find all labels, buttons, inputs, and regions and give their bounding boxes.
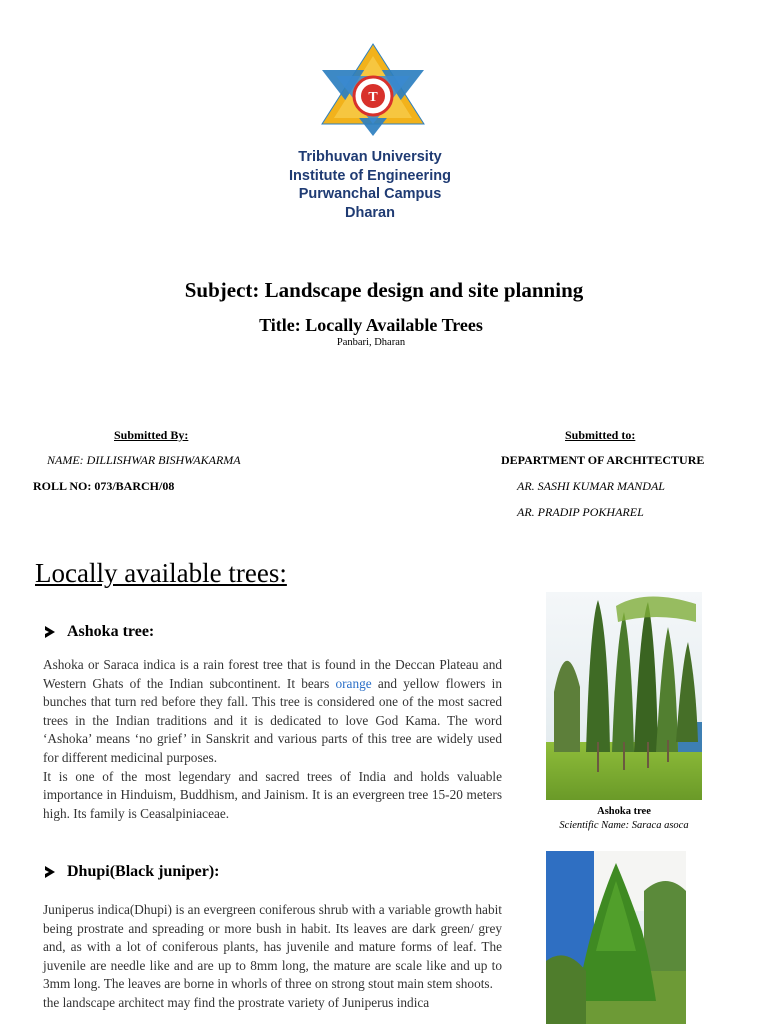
tree-description	[43, 656, 502, 823]
tree-description	[43, 901, 502, 1013]
tree-photo-image	[546, 851, 686, 1024]
ashoka-tree-photo	[546, 592, 702, 800]
paragraph-text: Ashoka or Saraca indica is a rain forest tree that is found in the Deccan Plateau and Western Ghats of the Indian subcontinent. It bears	[43, 657, 502, 691]
tribhuvan-university-emblem-icon	[318, 42, 428, 138]
tree-photo-image	[546, 592, 702, 800]
tree-heading	[45, 623, 154, 641]
submitted-by-label: Submitted By:	[114, 428, 189, 442]
university-block	[234, 148, 506, 222]
arrow-bullet-icon	[45, 626, 55, 638]
tree-name: Ashoka tree:	[67, 623, 155, 640]
dhupi-tree-photo	[546, 851, 686, 1024]
campus-city: Dharan	[345, 204, 395, 221]
tree-heading	[45, 863, 219, 881]
campus-name: Purwanchal Campus	[298, 186, 442, 202]
highlighted-word: orange	[335, 675, 372, 691]
paragraph: the landscape architect may find the prostrate variety of Juniperus indica	[43, 994, 430, 1010]
scientific-name: Scientific Name: Saraca asoca	[559, 820, 689, 831]
university-logo	[318, 42, 428, 138]
tree-name: Dhupi(Black juniper):	[67, 863, 220, 880]
student-name: NAME: DILLISHWAR BISHWAKARMA	[47, 453, 241, 467]
paragraph	[43, 656, 502, 768]
submitted-to-label: Submitted to:	[565, 428, 636, 442]
department-name: DEPARTMENT OF ARCHITECTURE	[501, 453, 705, 467]
subject-title: Subject: Landscape design and site planning	[184, 278, 584, 302]
roll-number: ROLL NO: 073/BARCH/08	[33, 479, 175, 493]
photo-caption: Ashoka tree	[597, 806, 651, 817]
paragraph: It is one of the most legendary and sacred trees of India and holds valuable importance in Hinduism, Buddhism, and Jainism. It is an evergreen tree 15-20 meters high. Its family is Ceasalpiniaceae.	[43, 768, 502, 821]
section-heading: Locally available trees:	[35, 558, 287, 588]
paragraph: Juniperus indica(Dhupi) is an evergreen coniferous shrub with a variable growth habit being prostrate and spreading or more bush in habit. Its leaves are dark green/ grey and, as with a lot of coniferous plants, has juvenile and mature forms of leaf. The juvenile are needle like and are up to 8mm long, the mature are scale like and up to 3mm long. The leaves are borne in whorls of three on strong stout main stem shoots.	[43, 902, 502, 992]
report-place: Panbari, Dharan	[336, 337, 406, 348]
teacher-name: AR. PRADIP POKHAREL	[517, 505, 644, 519]
arrow-bullet-icon	[45, 866, 55, 878]
university-name: Tribhuvan University	[298, 149, 442, 165]
svg-text:T: T	[368, 90, 378, 105]
teacher-name: AR. SASHI KUMAR MANDAL	[517, 479, 665, 493]
report-title: Title: Locally Available Trees	[259, 315, 483, 335]
institute-name: Institute of Engineering	[289, 167, 451, 184]
paragraph-text: and yellow flowers in bunches that turn red before they fall. This tree is considered one of the most sacred trees in the Indian traditions and it is dedicated to love God Kama. The word ‘Ashoka’ means ‘no grief’ in Sanskrit and various parts of this tree are widely used for different medicinal purposes.	[43, 675, 502, 765]
